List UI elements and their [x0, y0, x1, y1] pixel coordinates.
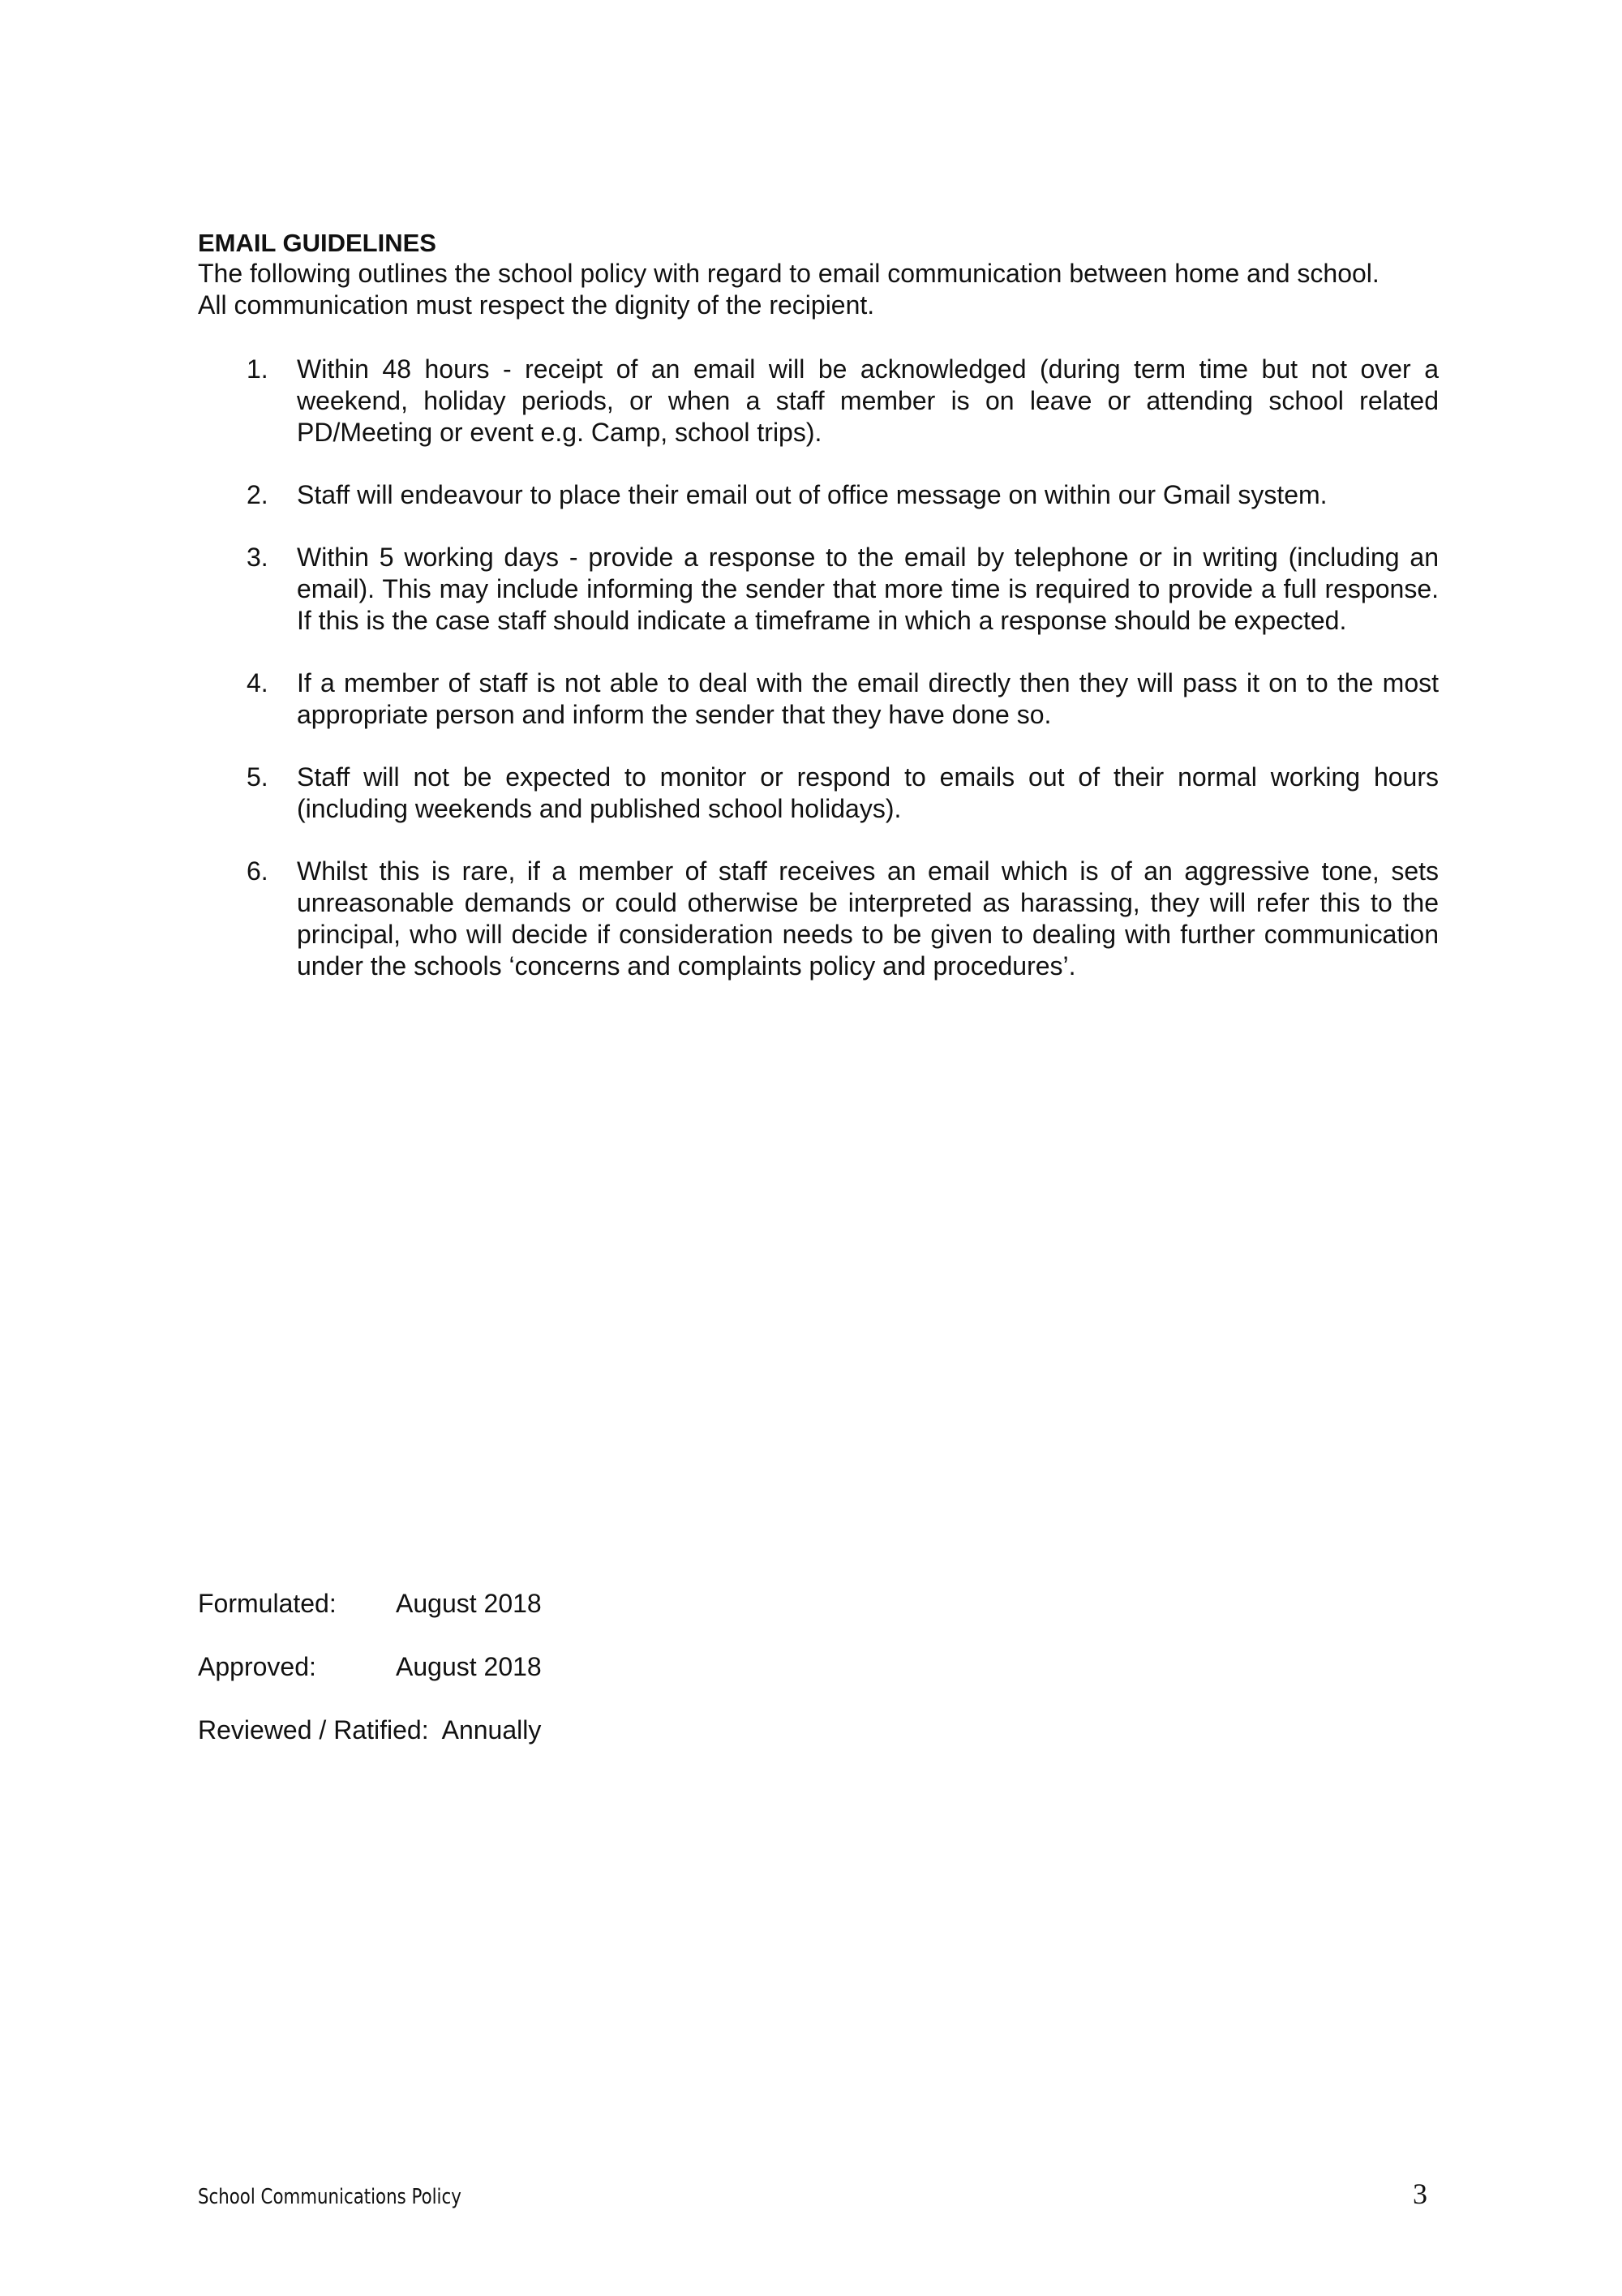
email-guidelines-section — [198, 229, 1439, 1013]
guideline-item — [198, 762, 1439, 825]
footer-document-title: School Communications Policy — [198, 2185, 461, 2209]
guidelines-list — [198, 354, 1439, 982]
policy-metadata — [198, 1588, 541, 1778]
item-number: 3. — [247, 543, 268, 572]
item-number: 4. — [247, 668, 268, 697]
reviewed-value: Annually — [441, 1715, 542, 1745]
item-text: Staff will endeavour to place their email out of office message on within our Gmail system. — [297, 480, 1328, 509]
page-number: 3 — [1413, 2178, 1427, 2210]
formulated-row — [198, 1588, 541, 1651]
approved-label: Approved: — [198, 1652, 316, 1681]
intro-line-2: All communication must respect the dignity of the recipient. — [198, 290, 875, 320]
formulated-value: August 2018 — [396, 1589, 542, 1618]
formulated-label: Formulated: — [198, 1589, 337, 1618]
guideline-item — [198, 354, 1439, 448]
reviewed-row — [198, 1714, 541, 1778]
item-number: 1. — [247, 354, 268, 384]
reviewed-label: Reviewed / Ratified: — [198, 1715, 429, 1745]
item-number: 6. — [247, 856, 268, 886]
item-text: Within 48 hours - receipt of an email will be acknowledged (during term time but not over a weekend, holiday periods, or when a staff member is on leave or attending school related PD/Meeting or event e.g. Camp, school trips). — [297, 354, 1439, 447]
section-heading: EMAIL GUIDELINES — [198, 229, 436, 257]
item-number: 2. — [247, 480, 268, 509]
guideline-item — [198, 856, 1439, 982]
approved-value: August 2018 — [396, 1652, 542, 1681]
guideline-item — [198, 542, 1439, 637]
intro-line-1: The following outlines the school policy with regard to email communication between home and school. — [198, 259, 1380, 288]
guideline-item — [198, 667, 1439, 731]
item-text: If a member of staff is not able to deal with the email directly then they will pass it on to the most appropriate person and inform the sender that they have done so. — [297, 668, 1439, 729]
item-text: Whilst this is rare, if a member of staff receives an email which is of an aggressive tone, sets unreasonable demands or could otherwise be interpreted as harassing, they will refer this to the principal, who will decide if consideration needs to be given to dealing with further communication under the schools ‘concerns and complaints policy and procedures’. — [297, 856, 1439, 981]
item-number: 5. — [247, 762, 268, 792]
approved-row — [198, 1651, 541, 1714]
item-text: Within 5 working days - provide a response to the email by telephone or in writing (including an email). This may include informing the sender that more time is required to provide a full response. If this is the case staff should indicate a timeframe in which a response should be expected. — [297, 543, 1439, 635]
item-text: Staff will not be expected to monitor or respond to emails out of their normal working hours (including weekends and published school holidays). — [297, 762, 1439, 823]
guideline-item — [198, 479, 1439, 511]
